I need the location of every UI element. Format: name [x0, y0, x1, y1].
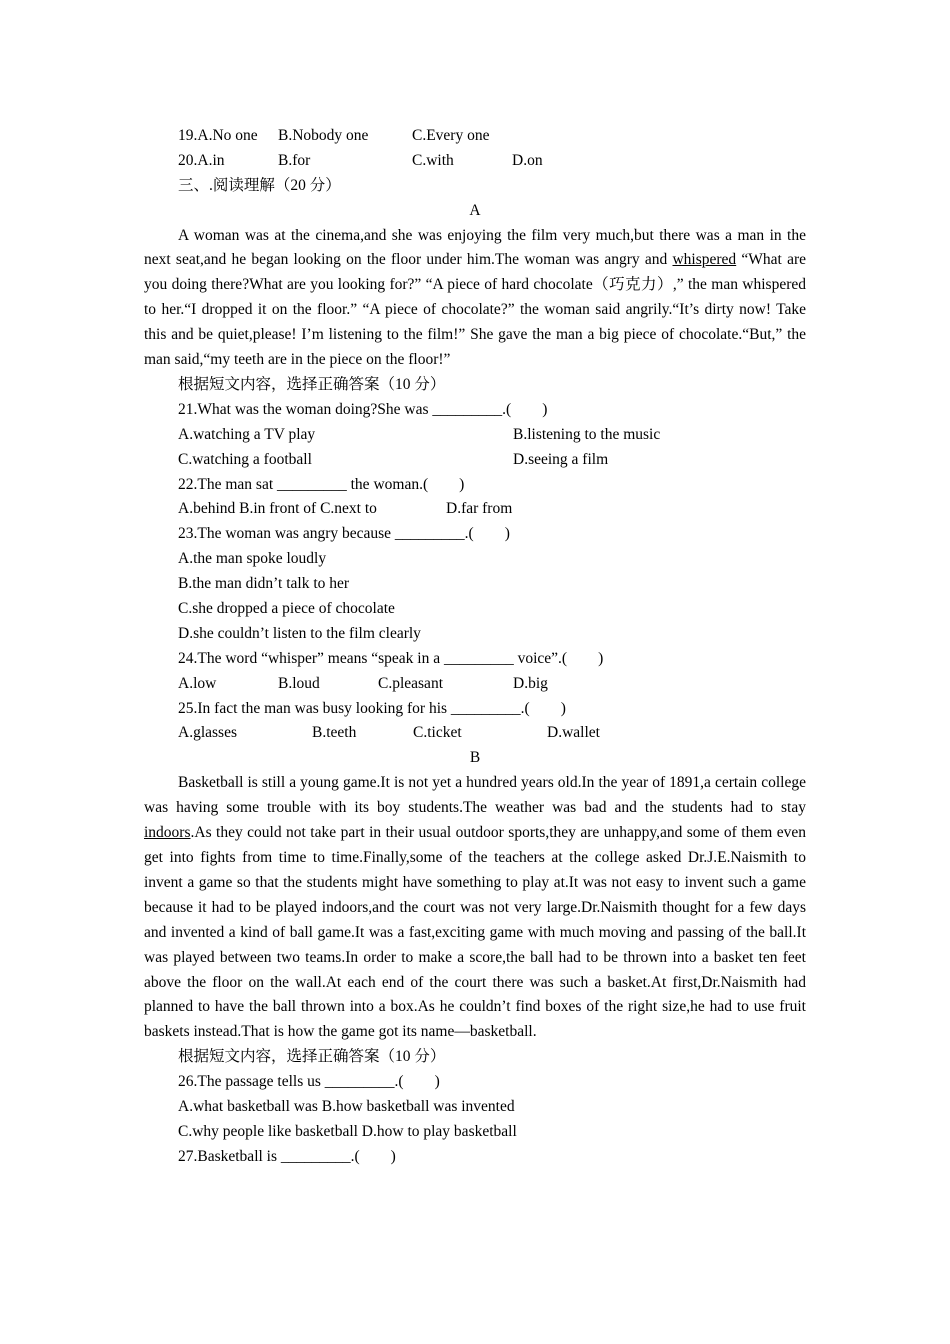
q24-option-d: D.big	[513, 674, 548, 692]
question-23: 23.The woman was angry because _________.( )	[178, 525, 510, 543]
passage-b-part1: Basketball is still a young game.It is not yet a hundred years old.In the year of 1891,a certain college was having some trouble with its boy students.The weather was bad and the students had to stay	[144, 774, 806, 817]
passage-b-part2: .As they could not take part in their usual outdoor sports,they are unhappy,and some of them even get into fights from time to time.Finally,some of the teachers at the college asked Dr.J.E.Naismith to invent a game so that the students might have something to play at.It was not easy to invent such a game because it had to be played indoors,and the court was not very large.Dr.Naismith thought for a few days and invented a kind of ball game.It was a fast,exciting game with much moving and passing of the ball.It was played between two teams.In order to make a score,the ball had to be thrown into a basket ten feet above the floor on the wall.At each end of the court there was such a basket.At first,Dr.Naismith had planned to have the ball thrown into a box.As he couldn’t find boxes of the right size,he had to use fruit baskets instead.That is how the game got its name—basketball.	[144, 824, 806, 1041]
q23-option-b: B.the man didn’t talk to her	[178, 575, 350, 593]
question-27: 27.Basketball is _________.( )	[178, 1147, 396, 1165]
passage-a-part2: “What are you doing there?What are you looking for?” “A piece of hard chocolate（巧克力）,” the man whispered to her.“I dropped it on the floor.” “A piece of chocolate?” the woman said angrily.“It’s dirty now! Take this and be quiet,please! I’m listening to the film!” She gave the man a big piece of chocolate.“But,” the man said,“my teeth are in the piece on the floor!”	[144, 251, 806, 369]
q19-option-b: B.Nobody one	[278, 127, 369, 144]
q23-option-a: A.the man spoke loudly	[178, 550, 327, 568]
q25-option-c: C.ticket	[413, 724, 462, 742]
q25-option-d: D.wallet	[547, 724, 600, 742]
question-25: 25.In fact the man was busy looking for his _________.( )	[178, 699, 566, 717]
q26-options-cd: C.why people like basketball D.how to play basketball	[178, 1122, 517, 1140]
q26-options-ab: A.what basketball was B.how basketball was invented	[178, 1098, 515, 1115]
passage-a-underlined-word: whispered	[672, 251, 737, 269]
q19-option-a: 19.A.No one	[178, 127, 258, 144]
question-22-options	[144, 497, 806, 522]
q21-option-b: B.listening to the music	[513, 425, 661, 443]
question-26: 26.The passage tells us _________.( )	[178, 1073, 440, 1091]
passage-b-instruction: 根据短文内容，选择正确答案（10 分）	[178, 1048, 446, 1066]
q24-option-a: A.low	[178, 674, 217, 692]
question-24: 24.The word “whisper” means “speak in a _________ voice”.( )	[178, 649, 604, 667]
passage-a-text	[144, 224, 806, 373]
question-19-options	[144, 124, 806, 149]
q24-option-b: B.loud	[278, 674, 320, 692]
q25-option-a: A.glasses	[178, 724, 237, 742]
section-heading: 三、.阅读理解（20 分）	[178, 176, 341, 194]
question-22: 22.The man sat _________ the woman.( )	[178, 475, 465, 493]
passage-a-part1: A woman was at the cinema,and she was enjoying the film very much,but there was a man in the next seat,and he began looking on the floor under him.The woman was angry and	[144, 226, 806, 269]
q19-option-c: C.Every one	[412, 127, 490, 144]
question-24-options	[144, 672, 806, 697]
q23-option-c: C.she dropped a piece of chocolate	[178, 600, 395, 618]
q21-option-c: C.watching a football	[178, 450, 312, 468]
q20-option-a: 20.A.in	[178, 151, 225, 169]
q23-option-d: D.she couldn’t listen to the film clearly	[178, 624, 421, 642]
passage-a-instruction: 根据短文内容，选择正确答案（10 分）	[178, 376, 446, 393]
q22-option-d: D.far from	[446, 500, 513, 518]
question-21-options-cd	[144, 448, 806, 473]
question-25-options	[144, 721, 806, 746]
q20-option-b: B.for	[278, 151, 311, 169]
q21-option-a: A.watching a TV play	[178, 425, 316, 443]
document-page	[144, 124, 806, 1170]
q20-option-d: D.on	[512, 151, 543, 169]
passage-b-text	[144, 771, 806, 1045]
q22-options-abc: A.behind B.in front of C.next to	[178, 500, 377, 518]
q24-option-c: C.pleasant	[378, 674, 443, 692]
q21-option-d: D.seeing a film	[513, 450, 609, 468]
q20-option-c: C.with	[412, 151, 454, 169]
question-21-options-ab	[144, 423, 806, 448]
q25-option-b: B.teeth	[312, 724, 357, 742]
passage-a-label: A	[469, 201, 481, 219]
question-21: 21.What was the woman doing?She was _________.( )	[178, 400, 548, 418]
passage-b-underlined-word: indoors	[144, 824, 191, 842]
question-20-options	[144, 149, 806, 174]
passage-b-label: B	[469, 749, 481, 767]
